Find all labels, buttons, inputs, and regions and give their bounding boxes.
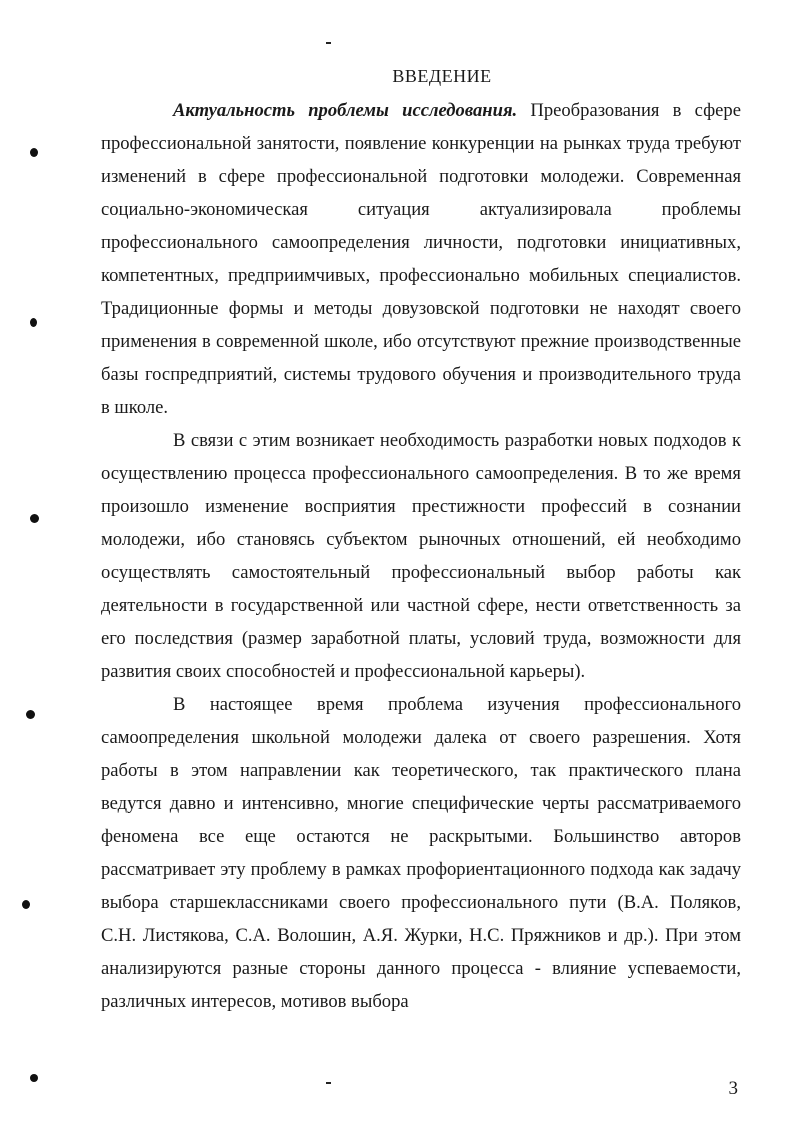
scan-artifact-mark	[26, 710, 35, 719]
scan-artifact-mark	[30, 1074, 38, 1082]
page-number: 3	[728, 1078, 738, 1099]
scan-artifact-tick	[326, 1082, 331, 1084]
scan-artifact-mark	[30, 514, 39, 523]
paragraph-lead: Актуальность проблемы исследования.	[173, 100, 518, 121]
scan-artifact-mark	[22, 900, 30, 909]
paragraph: В настоящее время проблема изучения профессионального самоопределения школьной молодежи далека от своего разрешения. Хотя работы в этом направлении как теоретического, так практического плана ведутся давно и интенсивно, многие специфические черты рассматриваемого феномена все еще остаются не раскрытыми. Большинство авторов рассматривает эту проблему в рамках профориентационного подхода как задачу выбора старшеклассниками своего профессионального пути (В.А. Поляков, С.Н. Листякова, С.А. Волошин, А.Я. Журки, Н.С. Пряжников и др.). При этом анализируются разные стороны данного процесса - влияние успеваемости, различных интересов, мотивов выбора	[101, 694, 741, 1012]
paragraph	[101, 94, 741, 424]
paragraph-text: Преобразования в сфере профессиональной занятости, появление конкуренции на рынках труда требуют изменений в сфере профессиональной подготовки молодежи. Современная социально-экономическая ситуация актуализировала проблемы профессионального самоопределения личности, подготовки инициативных, компетентных, предприимчивых, профессионально мобильных специалистов. Традиционные формы и методы довузовской подготовки не находят своего применения в современной школе, ибо отсутствуют прежние производственные базы госпредприятий, системы трудового обучения и производительного труда в школе.	[101, 100, 741, 418]
paragraph: В связи с этим возникает необходимость разработки новых подходов к осуществлению процесса профессионального самоопределения. В то же время произошло изменение восприятия престижности профессий в сознании молодежи, ибо становясь субъектом рыночных отношений, ей необходимо осуществлять самостоятельный профессиональный выбор работы как деятельности в государственной или частной сфере, нести ответственность за его последствия (размер заработной платы, условий труда, возможности для развития своих способностей и профессиональной карьеры).	[101, 430, 741, 682]
body-text	[101, 94, 741, 1018]
scan-artifact-mark	[30, 148, 38, 157]
scan-artifact-tick	[326, 42, 331, 44]
scan-artifact-mark	[30, 318, 37, 327]
page-title: ВВЕДЕНИЕ	[392, 66, 492, 86]
